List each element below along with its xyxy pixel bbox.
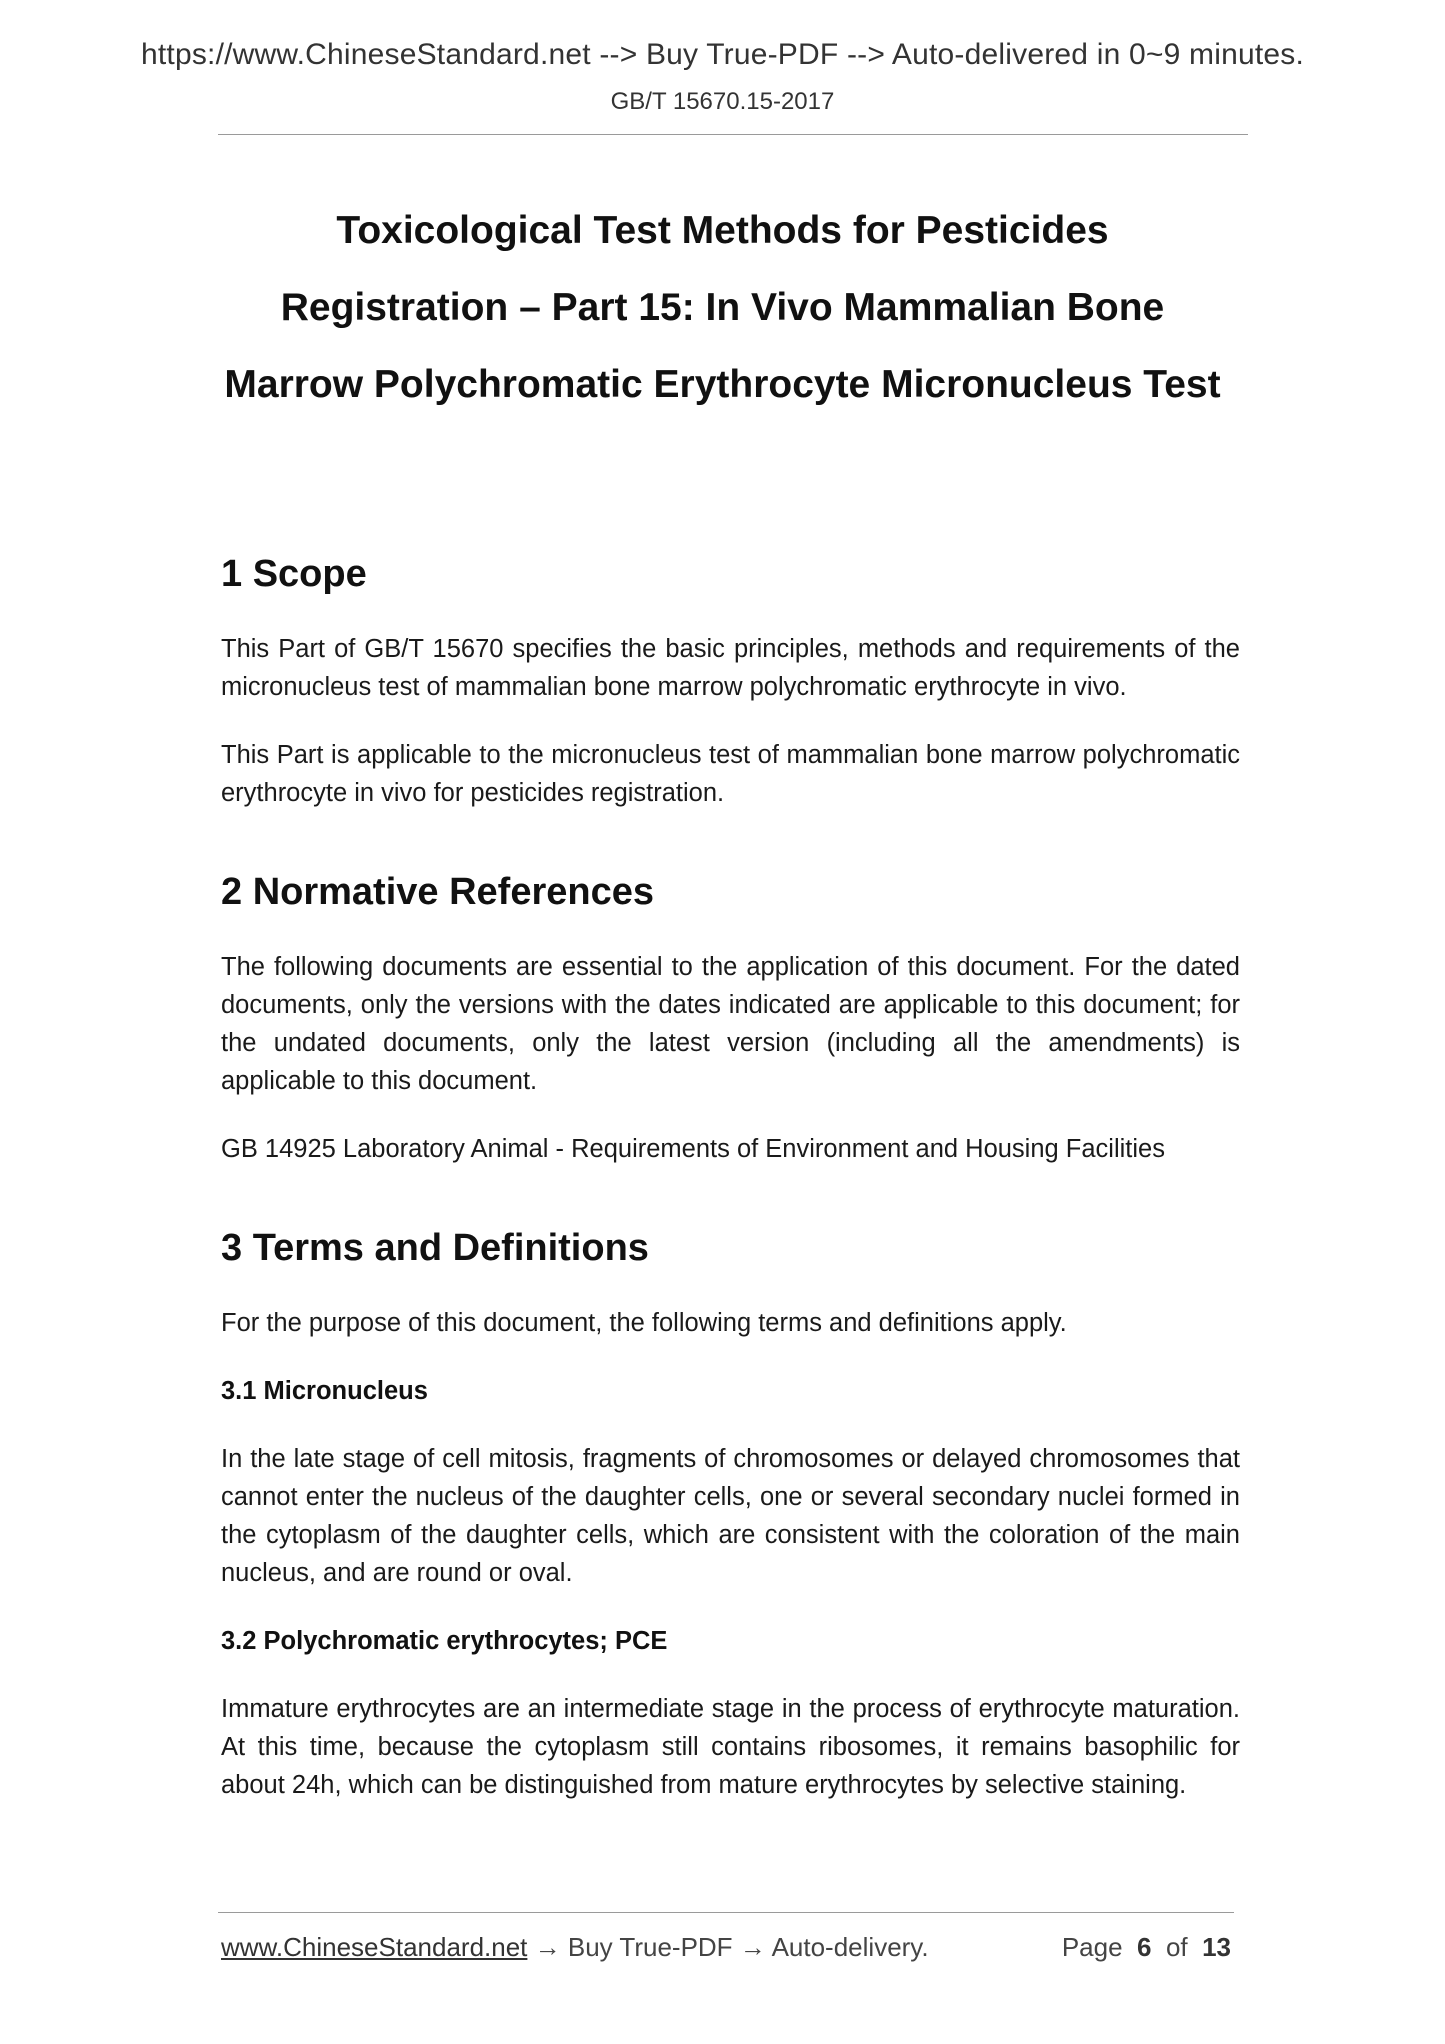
page-total: 13 [1202,1932,1231,1962]
footer-promo [221,1932,929,1963]
page-label: Page [1061,1932,1123,1962]
document-body [221,540,1240,1804]
title-line-3: Marrow Polychromatic Erythrocyte Micronucleus Test [224,363,1221,406]
term-text-pce: Immature erythrocytes are an intermediate stage in the process of erythrocyte maturation. At this time, because the cytoplasm still contains ribosomes, it remains basophilic for about 24h, which can be distinguished from mature erythrocytes by selective staining. [221,1695,1240,1799]
section-heading-references: 2 Normative References [221,871,654,913]
footer-promo-suffix: → Buy True-PDF → Auto-delivery. [527,1932,929,1962]
document-code: GB/T 15670.15-2017 [610,88,835,115]
page-number: 6 [1137,1932,1152,1962]
references-paragraph-2: GB 14925 Laboratory Animal - Requirements of Environment and Housing Facilities [221,1135,1165,1163]
term-heading-pce: 3.2 Polychromatic erythrocytes; PCE [221,1627,668,1655]
page-of-label: of [1165,1932,1188,1962]
references-paragraph-1: The following documents are essential to the application of this document. For the dated documents, only the versions with the dates indicated are applicable to this document; for the undated documents, only the latest version (including all the amendments) is applicable to this document. [221,953,1240,1095]
section-heading-scope: 1 Scope [221,553,367,595]
footer-divider [218,1912,1234,1913]
terms-paragraph-1: For the purpose of this document, the following terms and definitions apply. [221,1309,1067,1337]
page-footer [221,1932,1231,1966]
term-heading-micronucleus: 3.1 Micronucleus [221,1377,428,1405]
footer-site-link[interactable]: www.ChineseStandard.net [221,1932,528,1962]
header-divider [218,134,1248,135]
document-title [150,192,1295,423]
page-indicator [1062,1932,1231,1963]
scope-paragraph-2: This Part is applicable to the micronucleus test of mammalian bone marrow polychromatic erythrocyte in vivo for pesticides registration. [221,741,1240,807]
title-line-1: Toxicological Test Methods for Pesticides [336,209,1109,252]
section-heading-terms: 3 Terms and Definitions [221,1227,649,1269]
scope-paragraph-1: This Part of GB/T 15670 specifies the basic principles, methods and requirements of the micronucleus test of mammalian bone marrow polychromatic erythrocyte in vivo. [221,635,1240,701]
title-line-2: Registration – Part 15: In Vivo Mammalian Bone [280,286,1165,329]
top-banner: https://www.ChineseStandard.net --> Buy True-PDF --> Auto-delivered in 0~9 minutes. [141,38,1304,71]
term-text-micronucleus: In the late stage of cell mitosis, fragments of chromosomes or delayed chromosomes that cannot enter the nucleus of the daughter cells, one or several secondary nuclei formed in the cytoplasm of the daughter cells, which are consistent with the coloration of the main nucleus, and are round or oval. [221,1445,1240,1587]
